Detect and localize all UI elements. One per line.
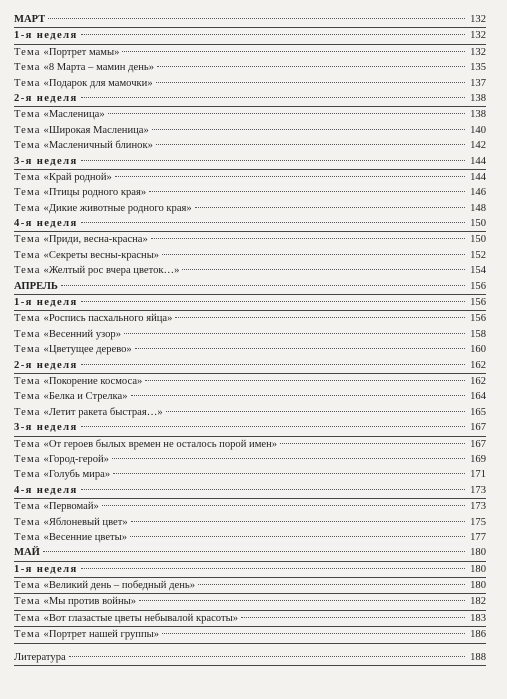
- toc-page-number: 180: [470, 563, 486, 575]
- toc-page-number: 132: [470, 30, 486, 42]
- toc-entry-title: «Весенний узор»: [43, 328, 122, 340]
- toc-topic-entry: [14, 232, 486, 247]
- toc-page-number: 175: [470, 516, 486, 528]
- toc-page-number: 160: [470, 344, 486, 356]
- toc-entry-title: 4-я неделя: [14, 484, 78, 496]
- toc-page-number: 180: [470, 580, 486, 592]
- toc-topic-entry: [14, 263, 486, 278]
- toc-topic-prefix: Тема: [14, 124, 41, 136]
- toc-leader-dots: [81, 568, 465, 569]
- toc-topic-prefix: Тема: [14, 171, 41, 183]
- toc-entry-label: [14, 420, 78, 435]
- toc-week-heading: [14, 216, 486, 232]
- toc-entry-label: [14, 578, 195, 593]
- toc-entry-title: 1-я неделя: [14, 563, 78, 575]
- toc-topic-prefix: Тема: [14, 516, 41, 528]
- toc-entry-title: 2-я неделя: [14, 359, 78, 371]
- toc-leader-dots: [130, 536, 465, 537]
- toc-entry-title: 2-я неделя: [14, 92, 78, 104]
- toc-entry-label: [14, 611, 238, 626]
- toc-entry-title: «Покорение космоса»: [43, 375, 143, 387]
- toc-leader-dots: [112, 458, 465, 459]
- toc-entry-title: «8 Марта – мамин день»: [43, 62, 155, 74]
- toc-week-heading: [14, 91, 486, 107]
- toc-leader-dots: [81, 222, 465, 223]
- toc-entry-label: [14, 483, 78, 498]
- toc-entry-title: Литература: [14, 651, 66, 663]
- toc-entry-label: [14, 28, 78, 43]
- toc-leader-dots: [156, 82, 465, 83]
- toc-topic-entry: [14, 138, 486, 153]
- toc-entry-label: [14, 650, 66, 665]
- toc-leader-dots: [280, 443, 465, 444]
- toc-entry-label: [14, 295, 78, 310]
- toc-topic-prefix: Тема: [14, 328, 41, 340]
- toc-topic-prefix: Тема: [14, 77, 41, 89]
- toc-entry-label: [14, 358, 78, 373]
- toc-entry-label: [14, 389, 128, 404]
- toc-leader-dots: [157, 66, 465, 67]
- toc-leader-dots: [81, 301, 465, 302]
- toc-entry-label: [14, 452, 109, 467]
- toc-topic-entry: [14, 405, 486, 420]
- toc-topic-prefix: Тема: [14, 187, 41, 199]
- toc-topic-prefix: Тема: [14, 313, 41, 325]
- toc-page-number: 146: [470, 187, 486, 199]
- toc-page-number: 156: [470, 297, 486, 309]
- toc-entry-title: «Приди, весна-красна»: [43, 234, 148, 246]
- toc-page-number: 173: [470, 501, 486, 513]
- toc-leader-dots: [145, 380, 465, 381]
- toc-topic-prefix: Тема: [14, 438, 41, 450]
- toc-topic-prefix: Тема: [14, 109, 41, 121]
- toc-page-number: 164: [470, 391, 486, 403]
- toc-topic-entry: [14, 452, 486, 467]
- toc-entry-title: 1-я неделя: [14, 297, 78, 309]
- toc-page-number: 150: [470, 218, 486, 230]
- toc-topic-prefix: Тема: [14, 580, 41, 592]
- toc-topic-prefix: Тема: [14, 501, 41, 513]
- toc-week-heading: [14, 28, 486, 44]
- toc-leader-dots: [182, 269, 465, 270]
- toc-topic-prefix: Тема: [14, 596, 41, 608]
- toc-entry-label: [14, 374, 142, 389]
- toc-entry-title: «Цветущее дерево»: [43, 344, 132, 356]
- toc-topic-prefix: Тема: [14, 265, 41, 277]
- toc-page-number: 138: [470, 109, 486, 121]
- toc-month-heading: [14, 12, 486, 28]
- toc-leader-dots: [156, 144, 465, 145]
- toc-entry-title: «Масленица»: [43, 109, 105, 121]
- toc-leader-dots: [149, 191, 465, 192]
- toc-topic-entry: [14, 185, 486, 200]
- toc-leader-dots: [115, 176, 465, 177]
- toc-entry-title: «Секреты весны-красны»: [43, 249, 160, 261]
- toc-entry-title: «Масленичный блинок»: [43, 140, 153, 152]
- toc-entry-label: [14, 170, 112, 185]
- toc-entry-title: «Широкая Масленица»: [43, 124, 149, 136]
- toc-page-number: 135: [470, 62, 486, 74]
- toc-entry-label: [14, 499, 99, 514]
- toc-page-number: 188: [470, 651, 486, 663]
- toc-entry-label: [14, 594, 136, 609]
- toc-leader-dots: [151, 238, 465, 239]
- toc-topic-entry: [14, 594, 486, 610]
- toc-leader-dots: [131, 395, 466, 396]
- toc-topic-prefix: Тема: [14, 629, 41, 641]
- toc-entry-title: 3-я неделя: [14, 155, 78, 167]
- toc-entry-label: [14, 60, 154, 75]
- toc-page-number: 152: [470, 249, 486, 261]
- toc-entry-title: 4-я неделя: [14, 218, 78, 230]
- toc-leader-dots: [69, 656, 465, 657]
- toc-entry-label: [14, 107, 105, 122]
- toc-topic-prefix: Тема: [14, 249, 41, 261]
- toc-topic-entry: [14, 578, 486, 594]
- toc-entry-label: [14, 562, 78, 577]
- toc-week-heading: [14, 420, 486, 436]
- toc-page-number: 132: [470, 46, 486, 58]
- toc-entry-label: [14, 405, 163, 420]
- toc-topic-entry: [14, 499, 486, 514]
- toc-page-number: 158: [470, 328, 486, 340]
- toc-entry-title: 1-я неделя: [14, 30, 78, 42]
- toc-topic-entry: [14, 342, 486, 357]
- toc-entry-title: «Вот глазастые цветы небывалой красоты»: [43, 612, 238, 624]
- toc-leader-dots: [162, 633, 465, 634]
- toc-leader-dots: [175, 317, 465, 318]
- toc-entry-title: «Портрет нашей группы»: [43, 629, 160, 641]
- toc-entry-title: «Голубь мира»: [43, 469, 111, 481]
- toc-topic-entry: [14, 327, 486, 342]
- toc-topic-entry: [14, 530, 486, 545]
- toc-month-heading: [14, 545, 486, 561]
- toc-topic-entry: [14, 123, 486, 138]
- toc-entry-label: [14, 327, 121, 342]
- toc-page-number: 150: [470, 234, 486, 246]
- toc-page-number: 186: [470, 629, 486, 641]
- toc-week-heading: [14, 483, 486, 499]
- toc-topic-prefix: Тема: [14, 391, 41, 403]
- toc-topic-entry: [14, 374, 486, 389]
- toc-page-number: 167: [470, 438, 486, 450]
- toc-month-heading: [14, 279, 486, 295]
- toc-page-number: 169: [470, 453, 486, 465]
- toc-entry-label: [14, 311, 172, 326]
- toc-topic-entry: [14, 611, 486, 627]
- toc-page-number: 154: [470, 265, 486, 277]
- toc-page-number: 165: [470, 406, 486, 418]
- toc-topic-prefix: Тема: [14, 202, 41, 214]
- toc-leader-dots: [166, 411, 465, 412]
- toc-entry-label: [14, 342, 132, 357]
- toc-entry-label: [14, 530, 127, 545]
- toc-entry-label: [14, 185, 146, 200]
- toc-page-number: 142: [470, 140, 486, 152]
- toc-entry-label: [14, 76, 153, 91]
- toc-entry-title: «Подарок для мамочки»: [43, 77, 153, 89]
- toc-leader-dots: [43, 551, 465, 552]
- toc-page-number: 171: [470, 469, 486, 481]
- toc-entry-title: «Птицы родного края»: [43, 187, 147, 199]
- toc-page-number: 144: [470, 171, 486, 183]
- toc-entry-label: [14, 263, 179, 278]
- toc-page-number: 144: [470, 155, 486, 167]
- toc-leader-dots: [61, 285, 465, 286]
- toc-topic-entry: [14, 107, 486, 122]
- toc-entry-title: «Яблоневый цвет»: [43, 516, 128, 528]
- toc-page-number: 162: [470, 359, 486, 371]
- toc-entry-title: «Весенние цветы»: [43, 531, 128, 543]
- toc-entry-title: «Роспись пасхального яйца»: [43, 313, 173, 325]
- toc-page-number: 173: [470, 484, 486, 496]
- toc-entry-title: «Летит ракета быстрая…»: [43, 406, 163, 418]
- toc-topic-prefix: Тема: [14, 453, 41, 465]
- toc-entry-title: «Великий день – победный день»: [43, 580, 196, 592]
- toc-entry-title: 3-я неделя: [14, 422, 78, 434]
- toc-week-heading: [14, 358, 486, 374]
- toc-page-number: 132: [470, 14, 486, 25]
- toc-leader-dots: [81, 364, 465, 365]
- toc-entry-label: [14, 138, 153, 153]
- toc-leader-dots: [152, 129, 465, 130]
- toc-page-number: 162: [470, 375, 486, 387]
- toc-leader-dots: [139, 600, 465, 601]
- toc-page-number: 137: [470, 77, 486, 89]
- toc-page-number: 177: [470, 531, 486, 543]
- toc-page-number: 156: [470, 313, 486, 325]
- toc-entry-title: «Первомай»: [43, 501, 99, 513]
- toc-page-number: 138: [470, 92, 486, 104]
- toc-entry-title: «Мы против войны»: [43, 596, 137, 608]
- toc-topic-entry: [14, 60, 486, 75]
- toc-entry-label: [14, 12, 45, 27]
- toc-week-heading: [14, 154, 486, 170]
- toc-page-number: 183: [470, 612, 486, 624]
- toc-topic-prefix: Тема: [14, 140, 41, 152]
- toc-leader-dots: [195, 207, 465, 208]
- toc-leader-dots: [48, 18, 465, 19]
- toc-topic-entry: [14, 76, 486, 91]
- toc-leader-dots: [81, 97, 465, 98]
- toc-entry-label: [14, 201, 192, 216]
- toc-entry-label: [14, 248, 159, 263]
- toc-topic-prefix: Тема: [14, 234, 41, 246]
- toc-leader-dots: [81, 489, 465, 490]
- toc-topic-entry: [14, 467, 486, 482]
- toc-entry: [14, 650, 486, 666]
- toc-leader-dots: [241, 617, 465, 618]
- toc-entry-label: [14, 627, 159, 642]
- toc-leader-dots: [135, 348, 465, 349]
- toc-entry-title: «Портрет мамы»: [43, 46, 120, 58]
- toc-entry-title: МАРТ: [14, 14, 46, 25]
- toc-leader-dots: [162, 254, 465, 255]
- toc-leader-dots: [108, 113, 465, 114]
- toc-entry-title: МАЙ: [14, 547, 40, 559]
- toc-leader-dots: [131, 521, 465, 522]
- toc-entry-label: [14, 232, 148, 247]
- toc-entry-title: «От героев былых времен не осталось порой имен»: [43, 438, 278, 450]
- toc-entry-title: АПРЕЛЬ: [14, 280, 58, 292]
- toc-entry-label: [14, 515, 128, 530]
- toc-entry-label: [14, 216, 78, 231]
- toc-topic-entry: [14, 627, 486, 643]
- toc-topic-prefix: Тема: [14, 62, 41, 74]
- toc-page-number: 156: [470, 280, 486, 292]
- toc-leader-dots: [122, 51, 465, 52]
- toc-page-number: 180: [470, 547, 486, 559]
- toc-entry-label: [14, 154, 78, 169]
- toc-page-number: 167: [470, 422, 486, 434]
- toc-topic-entry: [14, 389, 486, 404]
- toc-page-number: 182: [470, 596, 486, 608]
- toc-topic-prefix: Тема: [14, 375, 41, 387]
- toc-leader-dots: [81, 160, 465, 161]
- toc-leader-dots: [113, 473, 465, 474]
- toc-entry-title: «Город-герой»: [43, 453, 109, 465]
- toc-topic-entry: [14, 311, 486, 326]
- toc-page-number: 148: [470, 202, 486, 214]
- toc-page-number: 140: [470, 124, 486, 136]
- toc-topic-entry: [14, 515, 486, 530]
- toc-leader-dots: [102, 505, 465, 506]
- toc-entry-title: «Желтый рос вчера цветок…»: [43, 265, 180, 277]
- toc-entry-label: [14, 45, 119, 60]
- toc-topic-entry: [14, 201, 486, 216]
- toc-topic-entry: [14, 45, 486, 60]
- toc-week-heading: [14, 562, 486, 578]
- toc-entry-label: [14, 123, 149, 138]
- toc-topic-prefix: Тема: [14, 612, 41, 624]
- toc-topic-entry: [14, 170, 486, 185]
- toc-entry-title: «Край родной»: [43, 171, 112, 183]
- table-of-contents: [14, 12, 486, 666]
- toc-week-heading: [14, 295, 486, 311]
- toc-entry-label: [14, 545, 40, 560]
- toc-topic-prefix: Тема: [14, 531, 41, 543]
- toc-leader-dots: [81, 34, 465, 35]
- toc-leader-dots: [198, 584, 465, 585]
- toc-entry-title: «Белка и Стрелка»: [43, 391, 128, 403]
- toc-topic-entry: [14, 437, 486, 452]
- toc-entry-label: [14, 437, 277, 452]
- toc-entry-title: «Дикие животные родного края»: [43, 202, 192, 214]
- toc-topic-prefix: Тема: [14, 46, 41, 58]
- toc-topic-prefix: Тема: [14, 344, 41, 356]
- toc-leader-dots: [124, 333, 465, 334]
- toc-leader-dots: [81, 426, 465, 427]
- toc-topic-entry: [14, 248, 486, 263]
- toc-entry-label: [14, 91, 78, 106]
- toc-entry-label: [14, 467, 110, 482]
- toc-entry-label: [14, 279, 58, 294]
- toc-topic-prefix: Тема: [14, 469, 41, 481]
- toc-topic-prefix: Тема: [14, 406, 41, 418]
